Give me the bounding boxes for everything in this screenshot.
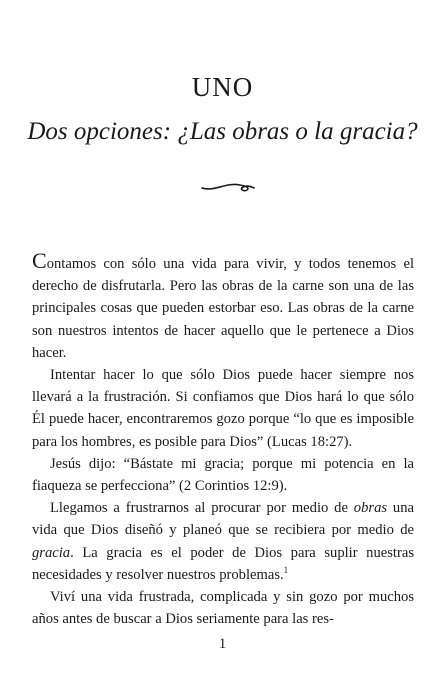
drop-initial: C [32, 248, 47, 273]
body-text [32, 250, 414, 630]
page-number: 1 [218, 636, 227, 652]
flourish-ornament-icon [200, 178, 256, 194]
paragraph-2: Intentar hacer lo que sólo Dios puede hacer siempre nos llevará a la frustración. Si confiamos que Dios hará lo que sólo Él puede hacer, encontraremos gozo porque “lo que es imposible para los hombres, es posible para Dios” (Lucas 18:27). [32, 367, 414, 450]
paragraph-4-part-2: una vida que Dios diseñó y planeó que se recibiera por medio de [32, 500, 414, 539]
paragraph-1 [32, 250, 414, 364]
paragraph-1-text: ontamos con sólo una vida para vivir, y todos tenemos el derecho de disfrutarla. Pero las obras de la carne son una de las principales cosas que pueden estorbar eso. Las obras de la carne son nuestros intentos de hacer aquello que le pertenece a Dios hacer. [32, 256, 414, 361]
paragraph-5: Viví una vida frustrada, complicada y sin gozo por muchos años antes de buscar a Dios seriamente para las res- [32, 589, 414, 628]
footnote-marker[interactable]: 1 [283, 564, 289, 575]
emphasis-gracia: gracia [32, 544, 71, 561]
chapter-title: Dos opciones: ¿Las obras o la gracia? [27, 118, 418, 145]
paragraph-3: Jesús dijo: “Bástate mi gracia; porque mi potencia en la fiaqueza se perfecciona” (2 Corintios 12:9). [32, 455, 414, 495]
chapter-number: UNO [191, 72, 254, 102]
paragraph-4-part-1: Llegamos a frustrarnos al procurar por medio de [50, 500, 354, 517]
paragraph-4 [32, 497, 414, 586]
emphasis-obras: obras [353, 500, 388, 517]
paragraph-4-part-3: . La gracia es el poder de Dios para suplir nuestras necesidades y resolver nuestros problemas. [32, 544, 414, 583]
